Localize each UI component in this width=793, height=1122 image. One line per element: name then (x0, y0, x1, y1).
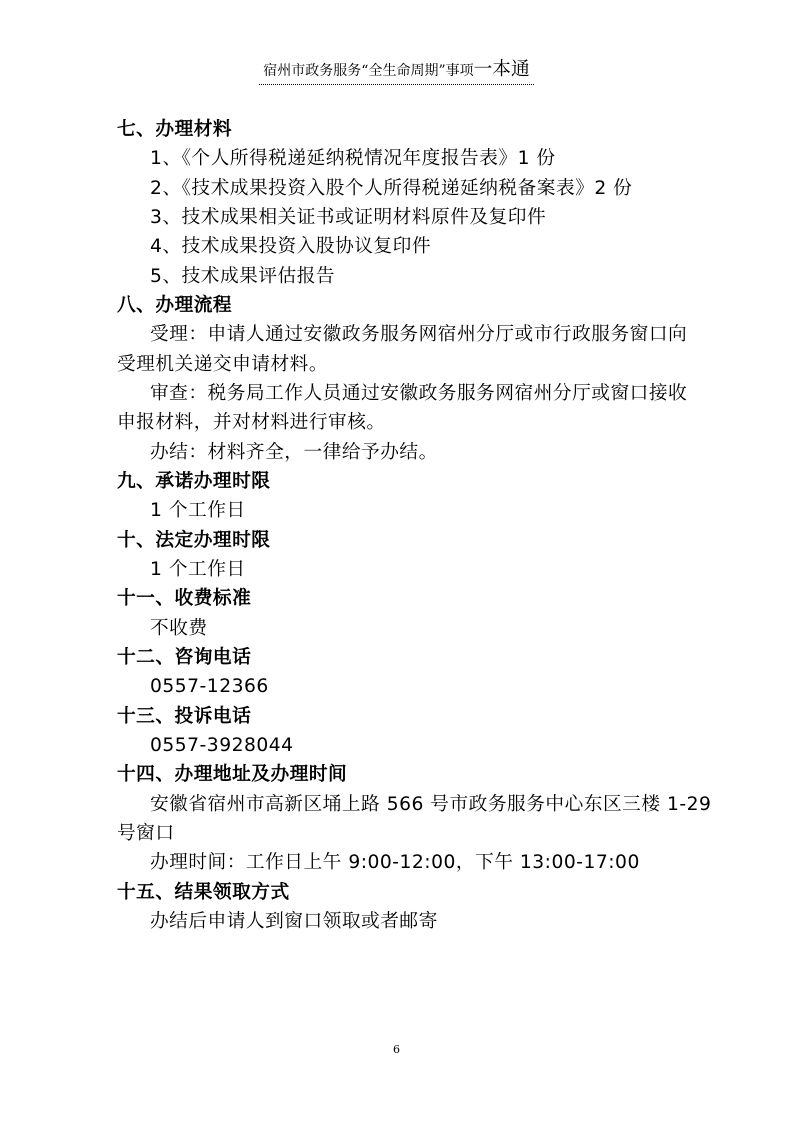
process-review-line: 审查：税务局工作人员通过安徽政务服务网宿州分厅或窗口接收 (150, 382, 688, 404)
section-heading-promised-time: 九、承诺办理时限 (117, 470, 271, 492)
material-item: 2、《技术成果投资入股个人所得税递延纳税备案表》2 份 (150, 177, 633, 199)
section-heading-fees: 十一、收费标准 (117, 588, 252, 610)
material-item: 1、《个人所得税递延纳税情况年度报告表》1 份 (150, 148, 556, 170)
section-heading-process: 八、办理流程 (117, 294, 233, 316)
running-header-title (259, 60, 533, 85)
result-pickup-value: 办结后申请人到窗口领取或者邮寄 (150, 910, 438, 932)
section-heading-inquiry-phone: 十二、咨询电话 (117, 646, 252, 668)
process-review-line: 申报材料，并对材料进行审核。 (117, 412, 386, 434)
address-line: 安徽省宿州市高新区埇上路 566 号市政务服务中心东区三楼 1-29 (150, 793, 712, 815)
document-body (0, 115, 793, 936)
section-heading-address-hours: 十四、办理地址及办理时间 (117, 764, 348, 786)
header-title-main: 宿州市政务服务“全生命周期”事项 (263, 63, 474, 79)
section-heading-legal-time: 十、法定办理时限 (117, 529, 271, 551)
section-heading-result-pickup: 十五、结果领取方式 (117, 881, 290, 903)
legal-time-value: 1 个工作日 (150, 558, 246, 580)
inquiry-phone-value: 0557-12366 (150, 676, 269, 698)
process-complete-line: 办结：材料齐全，一律给予办结。 (150, 441, 438, 463)
address-line: 号窗口 (117, 822, 175, 844)
running-header (0, 60, 793, 85)
material-item: 4、技术成果投资入股协议复印件 (150, 236, 432, 258)
header-title-suffix: 一本通 (473, 59, 530, 80)
material-item: 3、技术成果相关证书或证明材料原件及复印件 (150, 206, 547, 228)
promised-time-value: 1 个工作日 (150, 500, 246, 522)
complaint-phone-value: 0557-3928044 (150, 734, 294, 756)
process-accept-line: 受理机关递交申请材料。 (117, 353, 329, 375)
section-heading-complaint-phone: 十三、投诉电话 (117, 705, 252, 727)
process-accept-line: 受理：申请人通过安徽政务服务网宿州分厅或市行政服务窗口向 (150, 324, 688, 346)
section-heading-materials: 七、办理材料 (117, 119, 233, 140)
office-hours-line: 办理时间：工作日上午 9:00-12:00，下午 13:00-17:00 (150, 852, 640, 874)
page-number: 6 (393, 1043, 400, 1056)
fees-value: 不收费 (150, 617, 208, 639)
material-item: 5、技术成果评估报告 (150, 265, 336, 287)
